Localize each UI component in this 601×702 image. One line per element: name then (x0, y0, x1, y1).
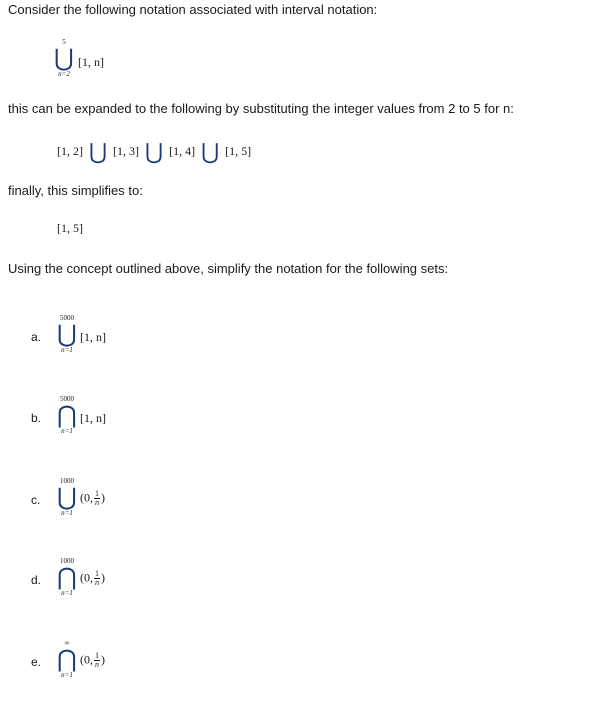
expanded-term: [1, 2] (57, 144, 83, 158)
union-symbol-icon: ⋃ (54, 44, 74, 72)
problem-c-expression (80, 490, 105, 507)
expanded-expression (57, 140, 251, 165)
union-symbol-icon: ⋃ (201, 140, 220, 165)
fraction (94, 652, 100, 669)
problem-c-label: c. (31, 493, 41, 507)
union-symbol-icon: ⋃ (57, 320, 77, 348)
upper-limit: 1000 (60, 557, 74, 565)
example-expression: [1, n] (78, 55, 104, 69)
lower-limit: n=1 (61, 346, 73, 354)
lower-limit: n=2 (58, 70, 70, 78)
expanded-term: [1, 4] (169, 144, 196, 158)
lower-limit: n=1 (61, 509, 73, 517)
problem-d-expression (80, 570, 105, 587)
finally-text: finally, this simplifies to: (8, 183, 143, 198)
interval-close: ) (101, 490, 105, 505)
intro-text: Consider the following notation associated with interval notation: (8, 2, 378, 17)
fraction-numerator: 1 (95, 489, 99, 498)
upper-limit: 5000 (60, 314, 74, 322)
expand-text: this can be expanded to the following by substituting the integer values from 2 to 5 for n: (8, 101, 514, 116)
fraction (94, 570, 100, 587)
result-expression: [1, 5] (57, 221, 83, 235)
upper-limit: 5000 (60, 395, 74, 403)
problem-d-label: d. (31, 573, 42, 587)
fraction-denominator: n (95, 578, 99, 587)
upper-limit: ∞ (64, 639, 70, 647)
union-symbol-icon: ⋃ (57, 483, 77, 511)
lower-limit: n=1 (61, 589, 73, 597)
fraction-numerator: 1 (95, 651, 99, 660)
intersection-symbol-icon: ⋂ (57, 401, 77, 429)
intersection-symbol-icon: ⋂ (57, 563, 77, 591)
lower-limit: n=1 (61, 671, 73, 679)
interval-open: (0, (80, 490, 93, 505)
problem-a-label: a. (31, 330, 42, 344)
interval-open: (0, (80, 652, 93, 667)
problem-a-expression: [1, n] (80, 330, 106, 344)
union-symbol-icon: ⋃ (89, 140, 108, 165)
interval-close: ) (101, 652, 105, 667)
instruction-text: Using the concept outlined above, simplify the notation for the following sets: (8, 261, 449, 276)
lower-limit: n=1 (61, 427, 73, 435)
fraction-numerator: 1 (95, 569, 99, 578)
upper-limit: 5 (62, 38, 66, 46)
fraction (94, 490, 100, 507)
expanded-term: [1, 3] (113, 144, 140, 158)
problem-e-expression (80, 652, 105, 669)
problem-b-label: b. (31, 411, 42, 425)
problem-e-label: e. (31, 655, 42, 669)
fraction-denominator: n (95, 660, 99, 669)
upper-limit: 1000 (60, 477, 74, 485)
intersection-symbol-icon: ⋂ (57, 645, 77, 673)
fraction-denominator: n (95, 498, 99, 507)
union-symbol-icon: ⋃ (145, 140, 164, 165)
expanded-term: [1, 5] (225, 144, 252, 158)
interval-close: ) (101, 570, 105, 585)
problem-b-expression: [1, n] (80, 411, 106, 425)
interval-open: (0, (80, 570, 93, 585)
